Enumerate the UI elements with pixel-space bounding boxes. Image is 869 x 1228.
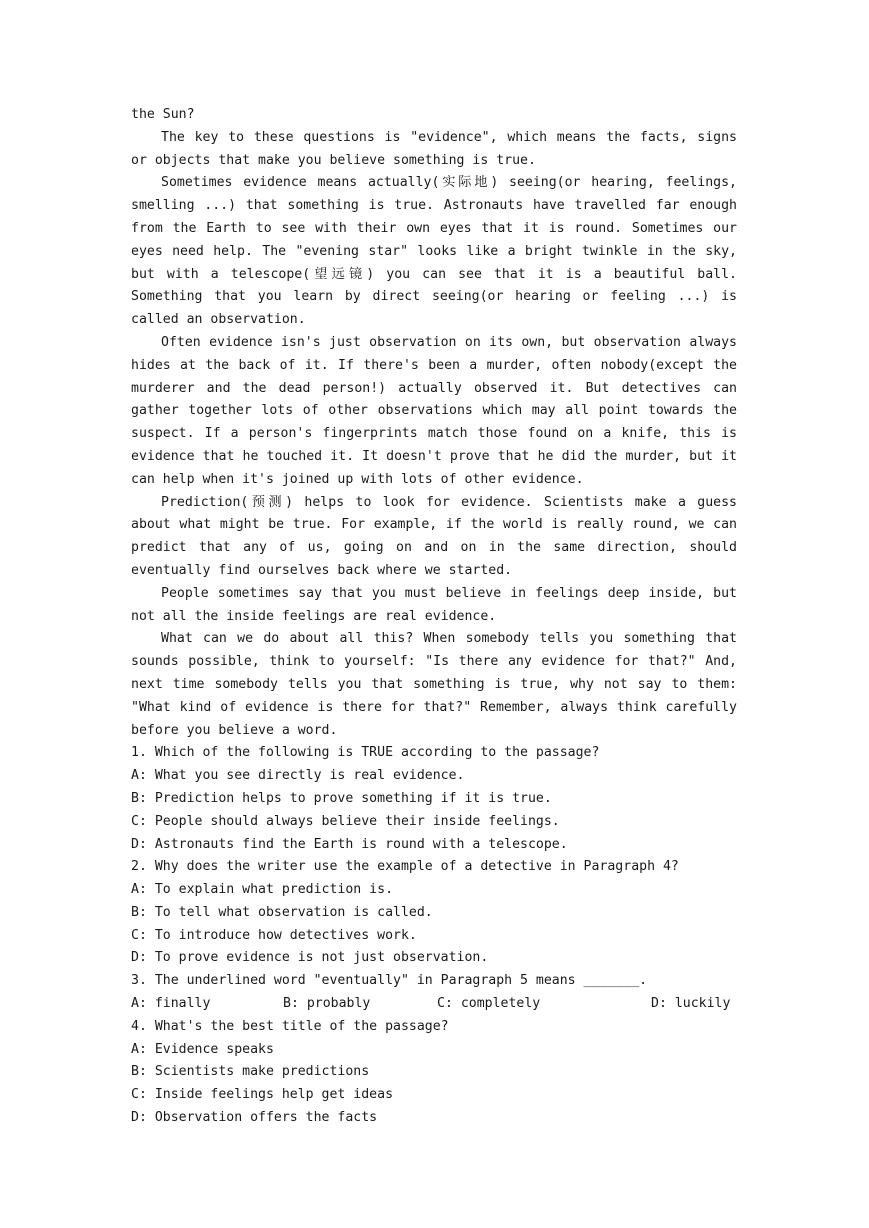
option-d: D: Observation offers the facts (131, 1110, 378, 1126)
passage-paragraph: Often evidence isn's just observation on its own, but observation always hides at the back of it. If there's been a murder, often nobody(except the murderer and the dead person!) actually observed it. But detectives can gather together lots of other observations which may all point towards the suspect. If a person's fingerprints match those found on a knife, this is evidence that he touched it. It doesn't prove that he did the murder, but it can help when it's joined up with lots of other evidence. (131, 334, 737, 487)
option-c: C: completely (437, 996, 541, 1012)
option-row (131, 993, 737, 1016)
option-b: B: To tell what observation is called. (131, 904, 433, 920)
question-3 (131, 970, 737, 1016)
option-a: A: To explain what prediction is. (131, 882, 394, 898)
passage-paragraph: Prediction(预测) helps to look for evidence. Scientists make a guess about what might be true. For example, if the world is really round, we can predict that any of us, going on and on in the same direction, should eventually find ourselves back where we started. (131, 494, 737, 578)
document-page (131, 104, 737, 1130)
option-c: C: Inside feelings help get ideas (131, 1087, 394, 1103)
option-d: D: Astronauts find the Earth is round with a telescope. (131, 836, 568, 852)
option-a: A: finally (131, 996, 211, 1012)
option-c: C: To introduce how detectives work. (131, 927, 417, 943)
passage-paragraph: People sometimes say that you must believe in feelings deep inside, but not all the inside feelings are real evidence. (131, 585, 737, 624)
option-c: C: People should always believe their inside feelings. (131, 813, 560, 829)
passage-paragraph: What can we do about all this? When somebody tells you something that sounds possible, think to yourself: "Is there any evidence for that?" And, next time somebody tells you that something is true, why not say to them: "What kind of evidence is there for that?" Remember, always think carefully before you believe a word. (131, 631, 737, 738)
question-stem: 3. The underlined word "eventually" in Paragraph 5 means _______. (131, 973, 648, 989)
option-a: A: What you see directly is real evidence. (131, 768, 465, 784)
question-stem: 4. What's the best title of the passage? (131, 1018, 449, 1034)
passage-paragraph: The key to these questions is "evidence", which means the facts, signs or objects that make you believe something is true. (131, 129, 737, 168)
passage-fragment: the Sun? (131, 107, 195, 122)
question-2 (131, 856, 737, 970)
option-d: D: To prove evidence is not just observation. (131, 950, 489, 966)
option-a: A: Evidence speaks (131, 1041, 274, 1057)
option-d: D: luckily (651, 996, 731, 1012)
option-b: B: Prediction helps to prove something if it is true. (131, 790, 552, 806)
question-1 (131, 742, 737, 856)
question-stem: 2. Why does the writer use the example of a detective in Paragraph 4? (131, 859, 679, 875)
option-b: B: Scientists make predictions (131, 1064, 370, 1080)
question-stem: 1. Which of the following is TRUE according to the passage? (131, 745, 600, 761)
option-b: B: probably (283, 996, 371, 1012)
question-4 (131, 1016, 737, 1130)
passage-paragraph: Sometimes evidence means actually(实际地) seeing(or hearing, feelings, smelling ...) that something is true. Astronauts have travelled far enough from the Earth to see with their own eyes that it is round. Sometimes our eyes need help. The "evening star" looks like a bright twinkle in the sky, but with a telescope(望远镜) you can see that it is a beautiful ball. Something that you learn by direct seeing(or hearing or feeling ...) is called an observation. (131, 175, 737, 328)
